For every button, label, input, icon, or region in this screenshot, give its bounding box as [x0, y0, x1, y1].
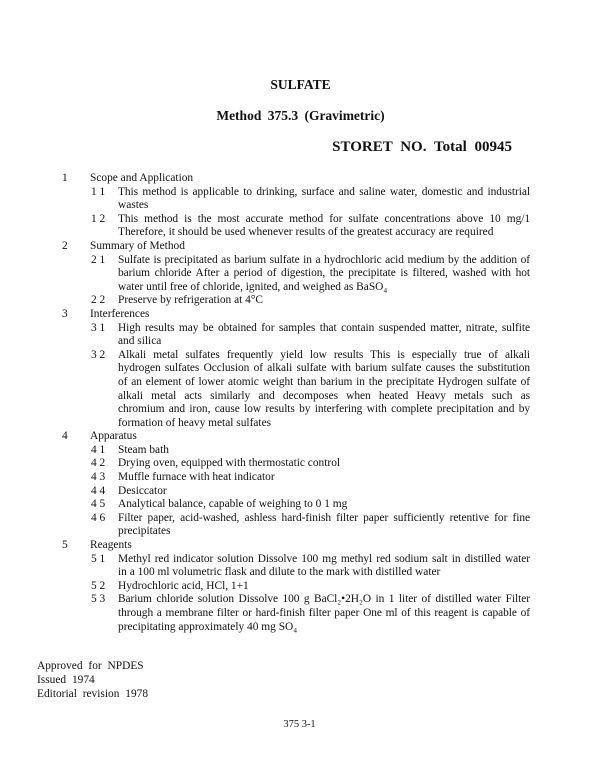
item-number: 5 1 — [91, 552, 106, 565]
item-text: water until free of chloride, ignited, and weighed as BaSO₄ — [118, 280, 388, 293]
text-line — [0, 213, 530, 227]
document-content — [0, 172, 611, 730]
list-item — [0, 485, 611, 499]
list-item — [0, 580, 611, 594]
item-text: Hydrochloric acid, HCl, 1+1 — [118, 579, 249, 592]
section-number: 3 — [62, 307, 68, 320]
list-item — [0, 349, 611, 431]
item-number: 3 2 — [91, 348, 106, 361]
item-text: wastes — [118, 199, 149, 212]
text-line — [0, 607, 530, 621]
text-line — [0, 294, 530, 308]
list-item — [0, 213, 611, 240]
section — [0, 308, 611, 430]
text-line — [0, 566, 530, 580]
method-subtitle: Method 375.3 (Gravimetric) — [216, 108, 385, 123]
document-title: SULFATE — [270, 77, 331, 92]
item-number: 4 4 — [91, 484, 106, 497]
text-line — [0, 621, 530, 635]
item-number: 2 1 — [91, 253, 106, 266]
item-text: Alkali metal sulfates frequently yield low results This is especially true of alkali — [118, 348, 530, 361]
item-number: 5 3 — [91, 593, 106, 606]
text-line — [0, 267, 530, 281]
item-number: 4 6 — [91, 511, 106, 524]
text-line — [0, 390, 530, 404]
section-number: 2 — [62, 239, 68, 252]
list-item — [0, 294, 611, 308]
item-number: 4 5 — [91, 498, 106, 511]
item-number: 4 1 — [91, 443, 106, 456]
text-line — [0, 226, 530, 240]
item-text: This method is applicable to drinking, surface and saline water, domestic and industrial — [118, 185, 530, 198]
text-line — [0, 403, 530, 417]
list-item — [0, 254, 611, 295]
text-line — [0, 553, 530, 567]
text-line — [0, 322, 530, 336]
list-item — [0, 457, 611, 471]
text-line — [0, 498, 530, 512]
item-number: 1 2 — [91, 212, 106, 225]
list-item — [0, 471, 611, 485]
section-heading: Summary of Method — [90, 239, 185, 252]
section-heading-row — [0, 539, 611, 553]
item-text: Steam bath — [118, 443, 169, 456]
revision-note: Editorial revision 1978 — [37, 688, 149, 701]
text-line — [0, 512, 530, 526]
text-line — [0, 349, 530, 363]
item-text: chromium and iron, cause low results by interfering with complete precipitation and by — [118, 403, 530, 416]
item-text: and silica — [118, 335, 162, 348]
item-text: formation of heavy metal sulfates — [118, 416, 272, 429]
list-item — [0, 498, 611, 512]
item-text: Muffle furnace with heat indicator — [118, 471, 275, 484]
item-text: in a 100 ml volumetric flask and dilute to the mark with distilled water — [118, 566, 441, 579]
storet-number: STORET NO. Total 00945 — [332, 139, 512, 155]
list-item — [0, 512, 611, 539]
text-line — [0, 199, 530, 213]
item-text: High results may be obtained for samples that contain suspended matter, nitrate, sulfite — [118, 321, 530, 334]
item-text: This method is the most accurate method for sulfate concentrations above 10 mg/1 — [118, 212, 530, 225]
item-text: of an element of lower atomic weight than barium in the precipitate Hydrogen sulfate of — [118, 375, 530, 388]
item-text: Desiccator — [118, 484, 167, 497]
item-text: Sulfate is precipitated as barium sulfate in a hydrochloric acid medium by the addition of — [118, 253, 530, 266]
item-text: Drying oven, equipped with thermostatic control — [118, 457, 341, 470]
section — [0, 172, 611, 240]
text-line — [0, 485, 530, 499]
item-number: 1 1 — [91, 185, 106, 198]
text-line — [0, 580, 530, 594]
section-heading-row — [0, 308, 611, 322]
section-heading-row — [0, 430, 611, 444]
section-heading-row — [0, 240, 611, 254]
item-text: Preserve by refrigeration at 4°C — [118, 294, 263, 307]
section — [0, 430, 611, 539]
item-text: Filter paper, acid-washed, ashless hard-finish filter paper sufficiently retentive for fine — [118, 511, 530, 524]
section-heading: Apparatus — [90, 430, 137, 443]
item-number: 4 2 — [91, 457, 106, 470]
section-number: 5 — [62, 539, 68, 552]
section-heading: Reagents — [90, 539, 132, 552]
section — [0, 240, 611, 308]
item-text: precipitating approximately 40 mg SO₄ — [118, 620, 298, 633]
item-text: precipitates — [118, 525, 171, 538]
list-item — [0, 553, 611, 580]
text-line — [0, 417, 530, 431]
list-item — [0, 186, 611, 213]
item-text: Methyl red indicator solution Dissolve 100 mg methyl red sodium salt in distilled water — [118, 552, 530, 565]
item-text: Therefore, it should be used whenever results of the greatest accuracy are required — [118, 226, 494, 239]
text-line — [0, 471, 530, 485]
item-text: through a membrane filter or hard-finish filter paper One ml of this reagent is capable of — [118, 607, 530, 619]
section-number: 1 — [62, 172, 68, 184]
text-line — [0, 376, 530, 390]
text-line — [0, 362, 530, 376]
text-line — [0, 444, 530, 458]
text-line — [0, 457, 530, 471]
page-number: 375 3-1 — [283, 719, 316, 731]
list-item — [0, 322, 611, 349]
section-number: 4 — [62, 430, 68, 443]
section-heading: Scope and Application — [90, 172, 194, 184]
item-text: alkali metal acts similarly and decomposes when heated Heavy metals such as — [118, 389, 530, 402]
approved-note: Approved for NPDES — [37, 660, 144, 673]
text-line — [0, 281, 530, 295]
item-number: 4 3 — [91, 471, 106, 484]
issued-note: Issued 1974 — [37, 674, 95, 687]
text-line — [0, 525, 530, 539]
section-heading-row — [0, 172, 611, 186]
item-text: hydrogen sulfates Occlusion of alkali sulfate with barium sulfate causes the substitution — [118, 362, 530, 375]
text-line — [0, 593, 530, 607]
list-item — [0, 444, 611, 458]
item-number: 2 2 — [91, 294, 106, 307]
item-text: Analytical balance, capable of weighing to 0 1 mg — [118, 498, 348, 511]
item-text: Barium chloride solution Dissolve 100 g BaCl₂•2H₂O in 1 liter of distilled water Filter — [118, 593, 530, 606]
section-heading: Interferences — [90, 307, 150, 320]
item-number: 3 1 — [91, 321, 106, 334]
text-line — [0, 186, 530, 200]
text-line — [0, 335, 530, 349]
section — [0, 539, 611, 634]
document-body — [0, 172, 611, 634]
text-line — [0, 254, 530, 268]
document-footer — [0, 659, 611, 701]
item-number: 5 2 — [91, 579, 106, 592]
item-text: barium chloride After a period of digestion, the precipitate is filtered, washed with hot — [118, 267, 530, 280]
list-item — [0, 593, 611, 634]
